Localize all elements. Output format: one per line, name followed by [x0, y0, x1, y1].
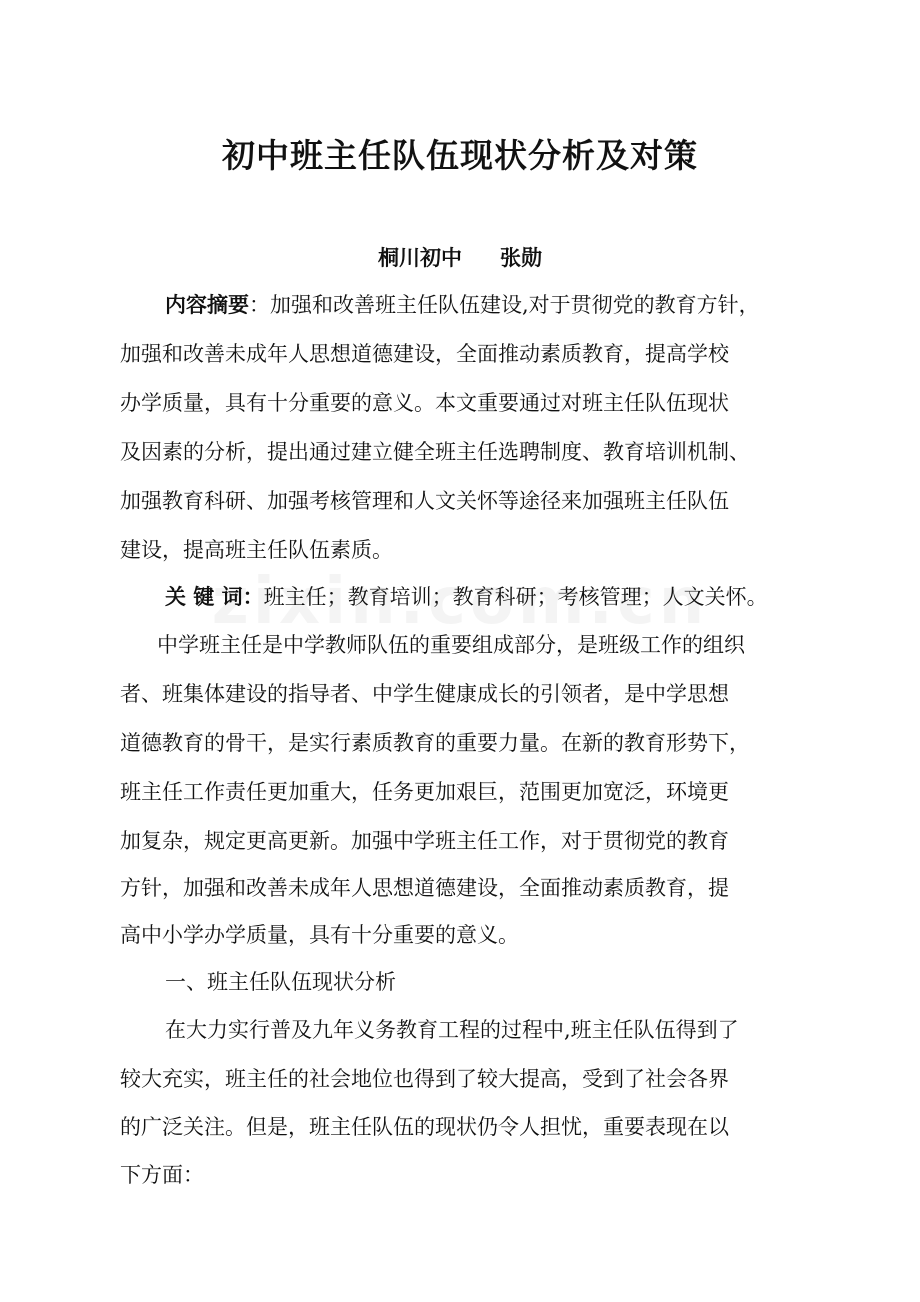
abstract-line: 办学质量，具有十分重要的意义。本文重要通过对班主任队伍现状: [120, 391, 729, 415]
keywords-line: [165, 582, 768, 612]
paragraph-line: 加复杂，规定更高更新。加强中学班主任工作，对于贯彻党的教育: [120, 829, 729, 853]
paragraph-line: 中学班主任是中学教师队伍的重要组成部分，是班级工作的组织: [157, 633, 745, 657]
paragraph-line: 者、班集体建设的指导者、中学生健康成长的引领者，是中学思想: [120, 682, 729, 706]
paragraph-line: 班主任工作责任更加重大，任务更加艰巨，范围更加宽泛，环境更: [120, 780, 729, 804]
keywords-label: 关 键 词：: [165, 585, 264, 609]
abstract-line: 建设，提高班主任队伍素质。: [120, 538, 393, 562]
abstract-line: 及因素的分析，提出通过建立健全班主任选聘制度、教育培训机制、: [120, 440, 750, 464]
abstract-label: 内容摘要: [165, 293, 249, 317]
paragraph-line: 的广泛关注。但是，班主任队伍的现状仍令人担忧，重要表现在以: [120, 1115, 729, 1139]
author-line: [0, 242, 920, 272]
paragraph-line: 下方面：: [120, 1163, 204, 1187]
keywords-text: 班主任；教育培训；教育科研；考核管理；人文关怀。: [263, 585, 768, 609]
abstract-line: 加强和改善未成年人思想道德建设，全面推动素质教育，提高学校: [120, 342, 729, 366]
author-name: 张勋: [500, 246, 542, 270]
abstract-line: [165, 290, 760, 320]
paragraph-line: 在大力实行普及九年义务教育工程的过程中,班主任队伍得到了: [165, 1018, 739, 1042]
paragraph-line: 方针，加强和改善未成年人思想道德建设，全面推动素质教育，提: [120, 876, 729, 900]
author-school: 桐川初中: [378, 246, 462, 270]
section-heading: 一、班主任队伍现状分析: [165, 970, 396, 994]
abstract-line: 加强教育科研、加强考核管理和人文关怀等途径来加强班主任队伍: [120, 489, 729, 513]
document-title: 初中班主任队伍现状分析及对策: [222, 136, 698, 175]
paragraph-line: 道德教育的骨干，是实行素质教育的重要力量。在新的教育形势下，: [120, 731, 750, 755]
paragraph-line: 较大充实，班主任的社会地位也得到了较大提高，受到了社会各界: [120, 1067, 729, 1091]
paragraph-line: 高中小学办学质量，具有十分重要的意义。: [120, 923, 519, 947]
abstract-text: ：加强和改善班主任队伍建设,对于贯彻党的教育方针，: [249, 293, 760, 317]
